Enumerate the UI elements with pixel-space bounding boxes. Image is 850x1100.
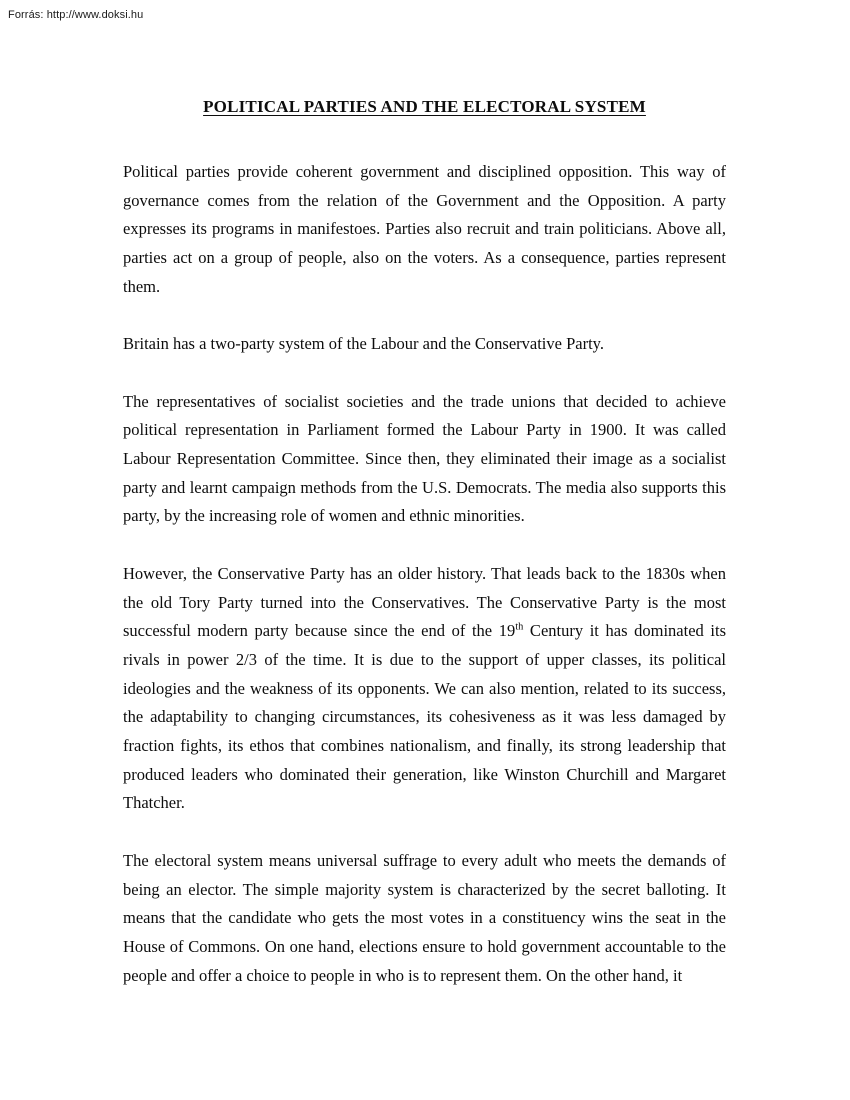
conservative-text-part-one: However, the Conservative Party has an older history. That leads back to the 1830s when the old Tory Party turned into the Conservatives. The Conservative Party is the most successful modern party because since the end of the 19 (123, 563, 726, 641)
paragraph-conservative-party (123, 560, 726, 818)
document-body (123, 96, 726, 990)
paragraph-electoral-system: The electoral system means universal suffrage to every adult who meets the demands of being an elector. The simple majority system is characterized by the secret balloting. It means that the candidate who gets the most votes in a constituency wins the seat in the House of Commons. On one hand, elections ensure to hold government accountable to the people and offer a choice to people in who is to represent them. On the other hand, it (123, 850, 726, 985)
source-watermark: Forrás: http://www.doksi.hu (8, 9, 144, 21)
ordinal-suffix: th (515, 621, 524, 633)
conservative-text-part-two: Century it has dominated its rivals in power 2/3 of the time. It is due to the support of upper classes, its political ideologies and the weakness of its opponents. We can also mention, related to its success, the adaptability to changing circumstances, its cohesiveness as it was less damaged by fraction fights, its ethos that combines nationalism, and finally, its strong leadership that produced leaders who dominated their generation, like Winston Churchill and Margaret Thatcher. (123, 621, 726, 813)
page-title-text: POLITICAL PARTIES AND THE ELECTORAL SYSTEM (203, 97, 646, 116)
paragraph-parties-overview: Political parties provide coherent government and disciplined opposition. This way of governance comes from the relation of the Government and the Opposition. A party expresses its programs in manifestoes. Parties also recruit and train politicians. Above all, parties act on a group of people, also on the voters. As a consequence, parties represent them. (123, 162, 726, 296)
page-title (123, 96, 726, 118)
paragraph-labour-party: The representatives of socialist societies and the trade unions that decided to achieve political representation in Parliament formed the Labour Party in 1900. It was called Labour Representation Committee. Since then, they eliminated their image as a socialist party and learnt campaign methods from the U.S. Democrats. The media also supports this party, by the increasing role of women and ethnic minorities. (123, 391, 726, 526)
paragraph-two-party-system: Britain has a two-party system of the Labour and the Conservative Party. (123, 334, 604, 354)
